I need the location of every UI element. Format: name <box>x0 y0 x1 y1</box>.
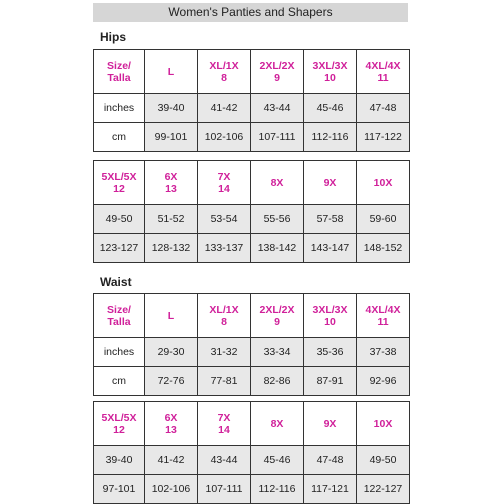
measurement-row <box>94 446 410 475</box>
section-label-waist: Waist <box>100 275 132 289</box>
size-label-line: 8X <box>270 176 284 189</box>
size-label-line: 10 <box>324 315 336 328</box>
measurement-row <box>94 94 410 123</box>
measurement-cell: 92-96 <box>357 367 410 396</box>
size-header-row <box>94 50 410 94</box>
measurement-cell: 77-81 <box>198 367 251 396</box>
measurement-cell: 143-147 <box>304 234 357 263</box>
size-label-line: 5XL/5X <box>101 411 137 424</box>
size-label-cell <box>145 294 198 338</box>
measurement-cell: 47-48 <box>304 446 357 475</box>
measurement-cell: 112-116 <box>251 475 304 504</box>
measurement-cell: 41-42 <box>145 446 198 475</box>
measurement-cell: 138-142 <box>251 234 304 263</box>
size-label-line: 14 <box>218 423 230 436</box>
size-label-line: L <box>167 309 175 322</box>
size-label-cell <box>357 294 410 338</box>
size-label-line: 11 <box>377 71 389 84</box>
size-label-line: Size/ <box>107 303 131 316</box>
size-label-line: 13 <box>165 423 177 436</box>
measurement-cell: 87-91 <box>304 367 357 396</box>
measurement-row <box>94 123 410 152</box>
measurement-cell: 37-38 <box>357 338 410 367</box>
measurement-cell: 41-42 <box>198 94 251 123</box>
size-label-line: 9 <box>274 71 280 84</box>
measurement-cell: 33-34 <box>251 338 304 367</box>
size-label-line: XL/1X <box>209 303 239 316</box>
measurement-cell: 112-116 <box>304 123 357 152</box>
size-label-line: 12 <box>113 182 125 195</box>
measurement-cell: 45-46 <box>304 94 357 123</box>
size-label-line: 2XL/2X <box>259 303 295 316</box>
measurement-cell: 117-121 <box>304 475 357 504</box>
measurement-cell: 55-56 <box>251 205 304 234</box>
measurement-cell: 102-106 <box>145 475 198 504</box>
size-label-cell <box>251 402 304 446</box>
measurement-row <box>94 367 410 396</box>
size-label-line: 11 <box>377 315 389 328</box>
size-label-cell <box>145 402 198 446</box>
measurement-cell: 97-101 <box>94 475 145 504</box>
measurement-cell: 82-86 <box>251 367 304 396</box>
measurement-cell: 117-122 <box>357 123 410 152</box>
measurement-cell: 45-46 <box>251 446 304 475</box>
unit-label-cell: inches <box>94 94 145 123</box>
measurement-cell: 43-44 <box>251 94 304 123</box>
measurement-cell: 31-32 <box>198 338 251 367</box>
size-label-line: 3XL/3X <box>312 303 348 316</box>
measurement-cell: 49-50 <box>94 205 145 234</box>
size-label-cell <box>94 161 145 205</box>
measurement-cell: 59-60 <box>357 205 410 234</box>
size-label-cell <box>198 50 251 94</box>
size-label-cell <box>357 402 410 446</box>
size-label-line: 9 <box>274 315 280 328</box>
size-label-cell <box>145 161 198 205</box>
size-label-cell <box>145 50 198 94</box>
size-label-line: 4XL/4X <box>365 303 401 316</box>
size-label-line: Size/ <box>107 59 131 72</box>
size-label-line: 8 <box>221 71 227 84</box>
measurement-cell: 99-101 <box>145 123 198 152</box>
unit-label-cell: cm <box>94 367 145 396</box>
measurement-cell: 51-52 <box>145 205 198 234</box>
size-label-cell <box>357 161 410 205</box>
size-label-line: 12 <box>113 423 125 436</box>
measurement-cell: 39-40 <box>145 94 198 123</box>
size-label-cell <box>304 402 357 446</box>
measurement-cell: 49-50 <box>357 446 410 475</box>
size-label-line: 3XL/3X <box>312 59 348 72</box>
size-label-line: 7X <box>217 170 231 183</box>
size-label-line: 9X <box>323 176 337 189</box>
measurement-cell: 123-127 <box>94 234 145 263</box>
measurement-cell: 133-137 <box>198 234 251 263</box>
size-label-cell <box>304 294 357 338</box>
size-label-cell <box>251 50 304 94</box>
size-label-line: 6X <box>164 411 178 424</box>
measurement-row <box>94 205 410 234</box>
measurement-cell: 72-76 <box>145 367 198 396</box>
measurement-cell: 29-30 <box>145 338 198 367</box>
measurement-row <box>94 338 410 367</box>
size-label-line: 2XL/2X <box>259 59 295 72</box>
waist-size-table-1 <box>93 293 410 396</box>
size-label-line: 5XL/5X <box>101 170 137 183</box>
size-label-cell <box>304 50 357 94</box>
size-label-line: 10X <box>373 417 393 430</box>
size-label-cell <box>251 161 304 205</box>
size-label-cell <box>94 294 145 338</box>
size-label-cell <box>357 50 410 94</box>
unit-label-cell: inches <box>94 338 145 367</box>
size-label-cell <box>251 294 304 338</box>
measurement-cell: 102-106 <box>198 123 251 152</box>
size-label-line: L <box>167 65 175 78</box>
size-label-line: Talla <box>107 315 131 328</box>
section-label-hips: Hips <box>100 30 127 44</box>
hips-size-table-2 <box>93 160 410 263</box>
size-label-line: 8 <box>221 315 227 328</box>
size-label-line: 9X <box>323 417 337 430</box>
measurement-cell: 35-36 <box>304 338 357 367</box>
measurement-cell: 39-40 <box>94 446 145 475</box>
size-label-line: 4XL/4X <box>365 59 401 72</box>
measurement-cell: 47-48 <box>357 94 410 123</box>
measurement-cell: 122-127 <box>357 475 410 504</box>
size-label-cell <box>94 402 145 446</box>
waist-size-table-2 <box>93 401 410 504</box>
chart-title: Women's Panties and Shapers <box>93 3 408 22</box>
measurement-row <box>94 234 410 263</box>
size-label-line: 14 <box>218 182 230 195</box>
size-label-line: 10X <box>373 176 393 189</box>
size-header-row <box>94 402 410 446</box>
unit-label-cell: cm <box>94 123 145 152</box>
size-label-cell <box>198 402 251 446</box>
size-label-line: Talla <box>107 71 131 84</box>
size-label-cell <box>94 50 145 94</box>
size-label-line: XL/1X <box>209 59 239 72</box>
measurement-cell: 107-111 <box>251 123 304 152</box>
size-label-line: 7X <box>217 411 231 424</box>
size-header-row <box>94 161 410 205</box>
measurement-row <box>94 475 410 504</box>
size-header-row <box>94 294 410 338</box>
size-label-cell <box>198 294 251 338</box>
measurement-cell: 57-58 <box>304 205 357 234</box>
measurement-cell: 107-111 <box>198 475 251 504</box>
size-label-cell <box>198 161 251 205</box>
size-label-line: 6X <box>164 170 178 183</box>
size-label-line: 10 <box>324 71 336 84</box>
size-label-cell <box>304 161 357 205</box>
hips-size-table-1 <box>93 49 410 152</box>
size-label-line: 8X <box>270 417 284 430</box>
measurement-cell: 128-132 <box>145 234 198 263</box>
measurement-cell: 43-44 <box>198 446 251 475</box>
measurement-cell: 148-152 <box>357 234 410 263</box>
measurement-cell: 53-54 <box>198 205 251 234</box>
size-label-line: 13 <box>165 182 177 195</box>
